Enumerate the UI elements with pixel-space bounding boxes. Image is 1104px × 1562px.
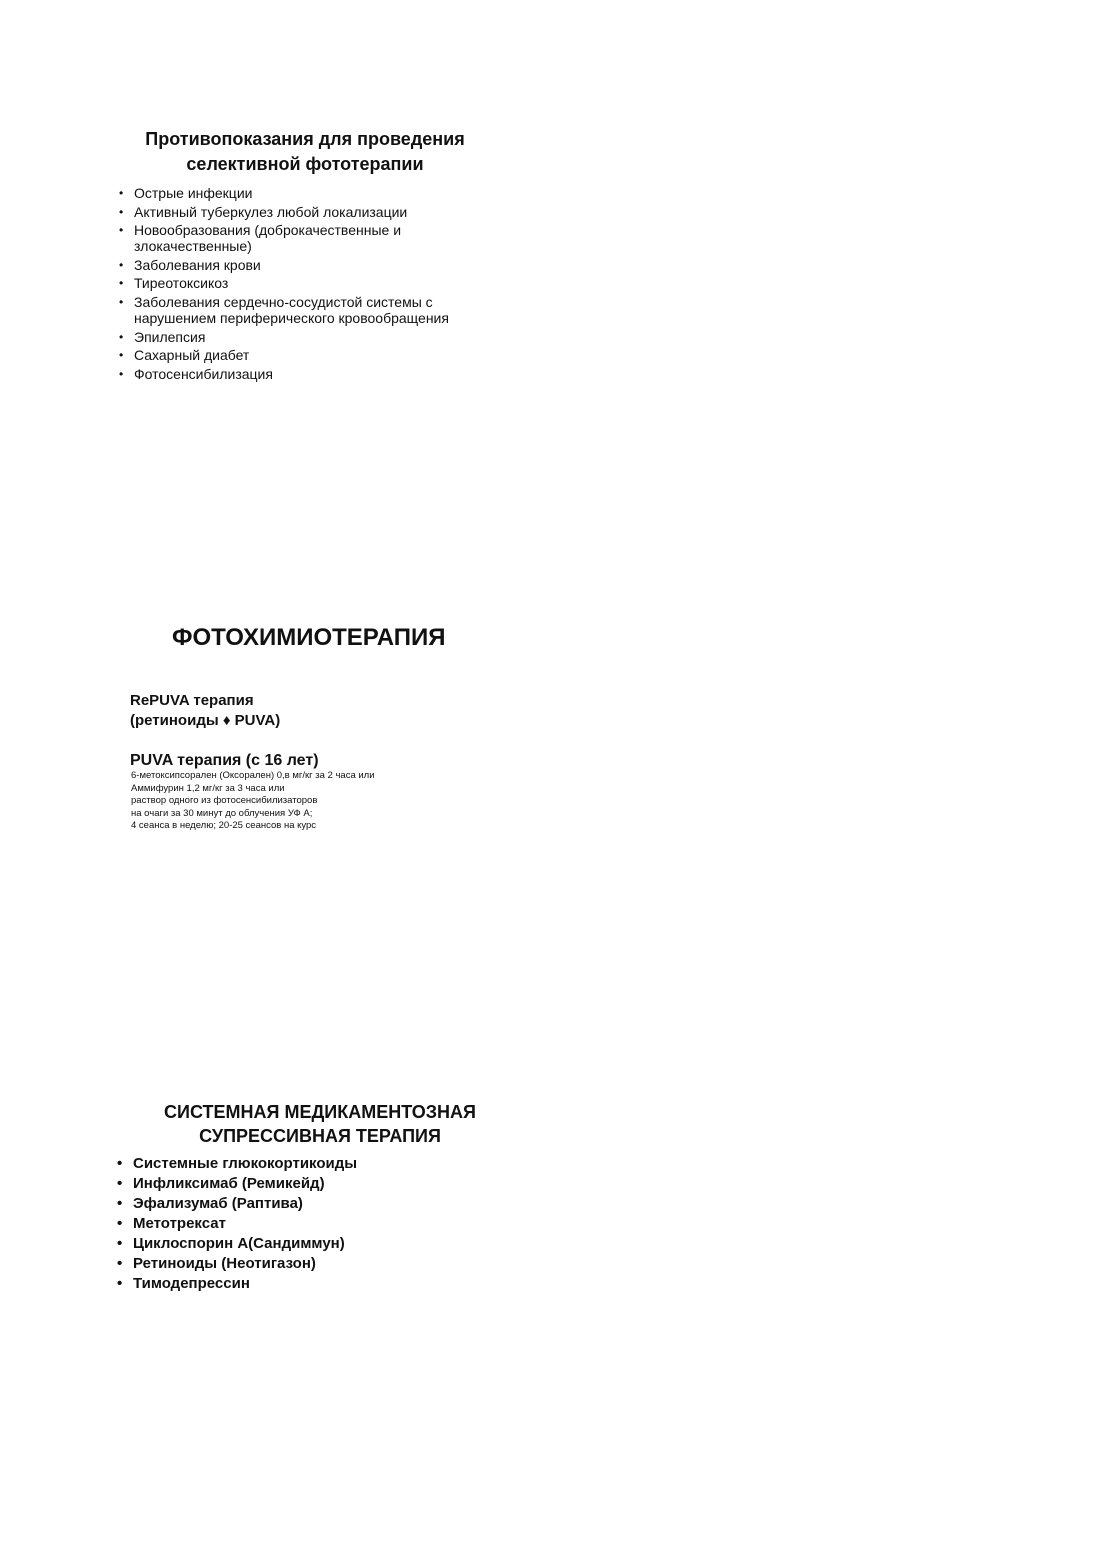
puva-detail-line: на очаги за 30 минут до облучения УФ А; [131,807,313,819]
list-item: • Ретиноиды (Неотигазон) [133,1254,540,1274]
contraindications-list [100,185,510,382]
puva-detail-line: Аммифурин 1,2 мг/кг за 3 часа или [131,782,285,794]
systemic-therapy-section [100,1100,540,1294]
contraindications-title [100,127,510,177]
list-item: • Метотрексат [133,1214,540,1234]
list-item: • Эфализумаб (Раптива) [133,1194,540,1214]
list-item: • Тиреотоксикоз [134,275,510,291]
puva-heading: PUVA терапия (с 16 лет) [130,752,319,769]
contraindications-title-line1: Противопоказания для проведения [145,129,465,149]
systemic-therapy-title-line2: СУПРЕССИВНАЯ ТЕРАПИЯ [199,1126,441,1146]
puva-details [131,770,375,833]
list-item: • Заболевания сердечно-сосудистой системы с нарушением периферического кровообращения [134,294,464,326]
systemic-therapy-list [100,1154,540,1294]
contraindications-title-line2: селективной фототерапии [186,154,424,174]
list-item: • Тимодепрессин [133,1274,540,1294]
puva-detail-line: раствор одного из фотосенсибилизаторов [131,795,318,806]
repuva-heading [130,691,280,731]
list-item: • Эпилепсия [134,329,510,345]
list-item: • Сахарный диабет [134,347,510,363]
repuva-line2: (ретиноиды ♦ PUVA) [130,712,281,729]
list-item: • Инфликсимаб (Ремикейд) [133,1174,540,1194]
list-item: • Новообразования (доброкачественные и злокачественные) [134,222,424,254]
systemic-therapy-title [100,1100,540,1148]
list-item: • Системные глюкокортикоиды [133,1154,540,1174]
puva-detail-line: 4 сеанса в неделю; 20-25 сеансов на курс [131,820,317,831]
list-item: • Острые инфекции [134,185,510,201]
contraindications-section [100,127,510,384]
repuva-line1: RePUVA терапия [130,692,254,709]
list-item: • Циклоспорин А(Сандиммун) [133,1234,540,1254]
puva-detail-line: 6-метоксипсорален (Оксорален) 0,в мг/кг за 2 часа или [131,770,375,781]
list-item: • Заболевания крови [134,257,510,273]
photochemotherapy-title: ФОТОХИМИОТЕРАПИЯ [172,624,446,651]
list-item: • Активный туберкулез любой локализации [134,204,510,220]
systemic-therapy-title-line1: СИСТЕМНАЯ МЕДИКАМЕНТОЗНАЯ [164,1102,476,1122]
list-item: • Фотосенсибилизация [134,366,510,382]
